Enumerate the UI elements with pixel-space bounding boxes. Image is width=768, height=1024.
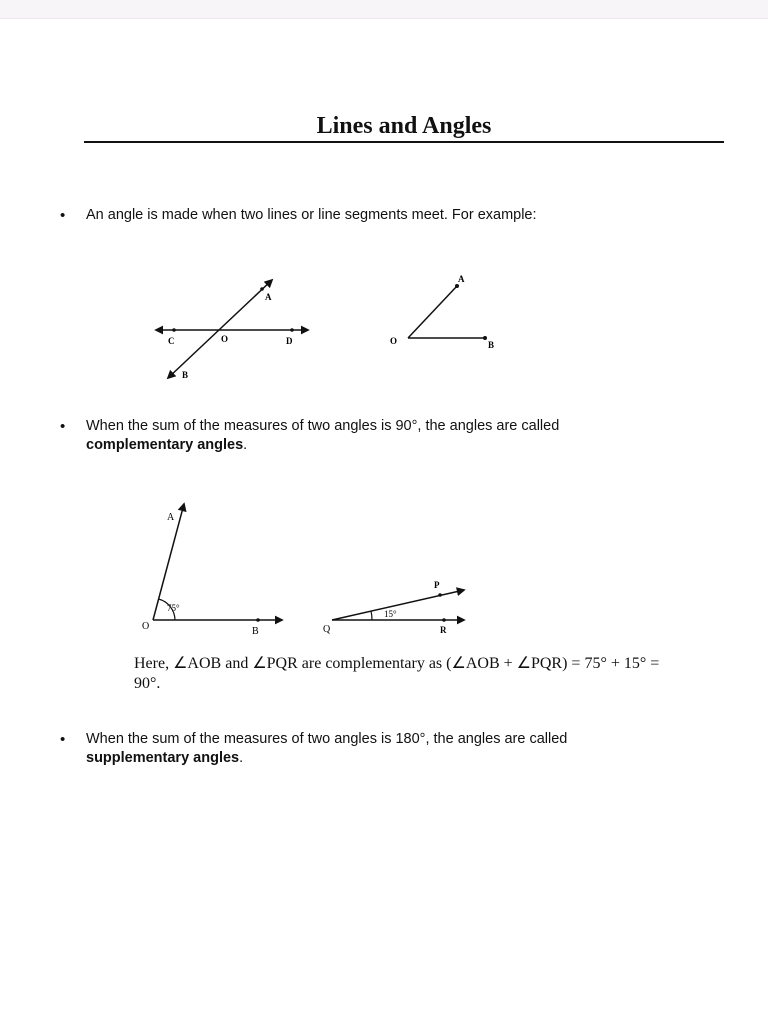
bullet-dot: • xyxy=(60,207,66,224)
angle-label-75: 75° xyxy=(167,603,180,613)
complementary-note xyxy=(134,654,734,694)
line-ab xyxy=(168,280,272,378)
note-line-2: 90°. xyxy=(134,675,161,692)
label-c: C xyxy=(168,336,175,346)
term-complementary-angles: complementary angles xyxy=(86,437,244,453)
label-a: A xyxy=(167,512,175,523)
label-d: D xyxy=(286,336,293,346)
point-d xyxy=(290,328,294,332)
ray-oa xyxy=(408,286,457,338)
term-supplementary-angles: supplementary angles xyxy=(86,750,240,766)
label-o: O xyxy=(390,336,398,346)
bullet-text-tail: . xyxy=(239,750,244,766)
point-b xyxy=(256,618,260,622)
bullet-dot: • xyxy=(60,731,66,748)
label-a: A xyxy=(265,292,272,302)
page-title: Lines and Angles xyxy=(316,113,492,139)
bullet-text-lead: When the sum of the measures of two angles is 180°, the angles are called xyxy=(86,731,568,747)
label-q: Q xyxy=(323,624,331,635)
point-b xyxy=(483,336,487,340)
label-o: O xyxy=(142,621,150,632)
ray-qp xyxy=(332,590,464,620)
point-p xyxy=(438,593,442,597)
point-c xyxy=(172,328,176,332)
label-r: R xyxy=(440,625,447,635)
top-strip xyxy=(0,0,768,19)
bullet-text xyxy=(86,730,606,768)
bullet-dot: • xyxy=(60,418,66,435)
label-a: A xyxy=(458,274,465,284)
figure-simple-angle xyxy=(388,272,508,352)
figure-intersecting-lines xyxy=(150,270,320,390)
bullet-text-lead: When the sum of the measures of two angles is 90°, the angles are called xyxy=(86,418,560,434)
bullet-text-tail: . xyxy=(243,437,248,453)
point-a xyxy=(260,287,264,291)
title-underline xyxy=(84,141,724,143)
figure-angle-pqr xyxy=(318,578,478,638)
figure-angle-aob xyxy=(138,498,288,638)
label-b: B xyxy=(252,626,259,637)
label-b: B xyxy=(182,370,189,380)
bullet-text xyxy=(86,417,606,455)
point-r xyxy=(442,618,446,622)
note-line-1: Here, ∠AOB and ∠PQR are complementary as (∠AOB + ∠PQR) = 75° + 15° = xyxy=(134,655,660,672)
label-b: B xyxy=(488,340,495,350)
point-a xyxy=(455,284,459,288)
bullet-text: An angle is made when two lines or line segments meet. For example: xyxy=(86,207,537,223)
angle-label-15: 15° xyxy=(384,609,397,619)
label-p: P xyxy=(434,580,440,590)
label-o: O xyxy=(221,334,229,344)
angle-arc xyxy=(371,611,372,620)
